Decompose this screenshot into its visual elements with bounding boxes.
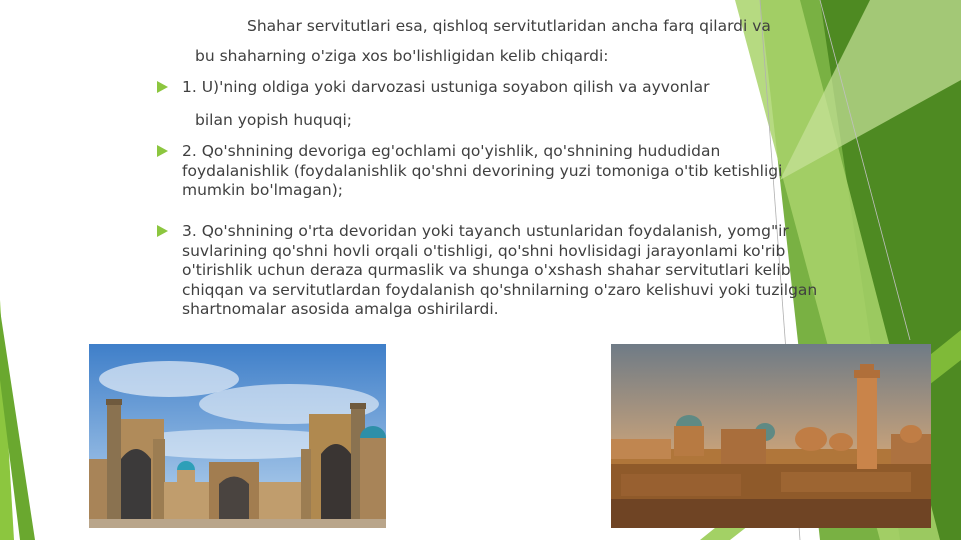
intro-line-2: bu shaharning o'ziga xos bo'lishligidan kelib chiqardi: [195, 47, 609, 65]
bullet-1-line-1: 1. U)'ning oldiga yoki darvozasi ustuniga soyabon qilish va ayvonlar [182, 78, 710, 96]
bullet-3-line-1: 3. Qo'shnining o'rta devoridan yoki tayanch ustunlaridan foydalanish, yomg"ir [182, 222, 789, 240]
bullet-arrow-icon [157, 145, 168, 157]
bukhara-photo [611, 344, 931, 528]
registan-photo [89, 344, 386, 528]
bullet-arrow-icon [157, 225, 168, 237]
bullet-3-line-4: chiqqan va servitutlardan foydalanish qo'shnilarning o'zaro kelishuvi yoki tuzilgan [182, 280, 818, 299]
bullet-2-line-1: 2. Qo'shnining devoriga eg'ochlami qo'yishlik, qo'shnining hududidan [182, 142, 721, 160]
intro-line-1: Shahar servitutlari esa, qishloq servitutlaridan ancha farq qilardi va [247, 17, 771, 35]
bullet-2-line-2: foydalanishlik (foydalanishlik qo'shni devorining yuzi tomoniga o'tib ketishligi [182, 161, 783, 180]
bullet-1 [182, 78, 709, 98]
bullet-3-line-2: suvlarining qo'shni hovli orqali o'tishligi, qo'shni hovlisidagi jarayonlami ko'rib [182, 241, 786, 260]
bullet-2 [182, 142, 782, 201]
bullet-1-continuation: bilan yopish huquqi; [195, 111, 353, 129]
bullet-3-line-3: o'tirishlik uchun deraza qurmaslik va shunga o'xshash shahar servitutlari kelib [182, 261, 791, 279]
bullet-2-line-3: mumkin bo'lmagan); [182, 181, 343, 199]
bullet-3 [182, 222, 817, 320]
bullet-3-line-5: shartnomalar asosida amalga oshirilardi. [182, 300, 499, 318]
bullet-arrow-icon [157, 81, 168, 93]
